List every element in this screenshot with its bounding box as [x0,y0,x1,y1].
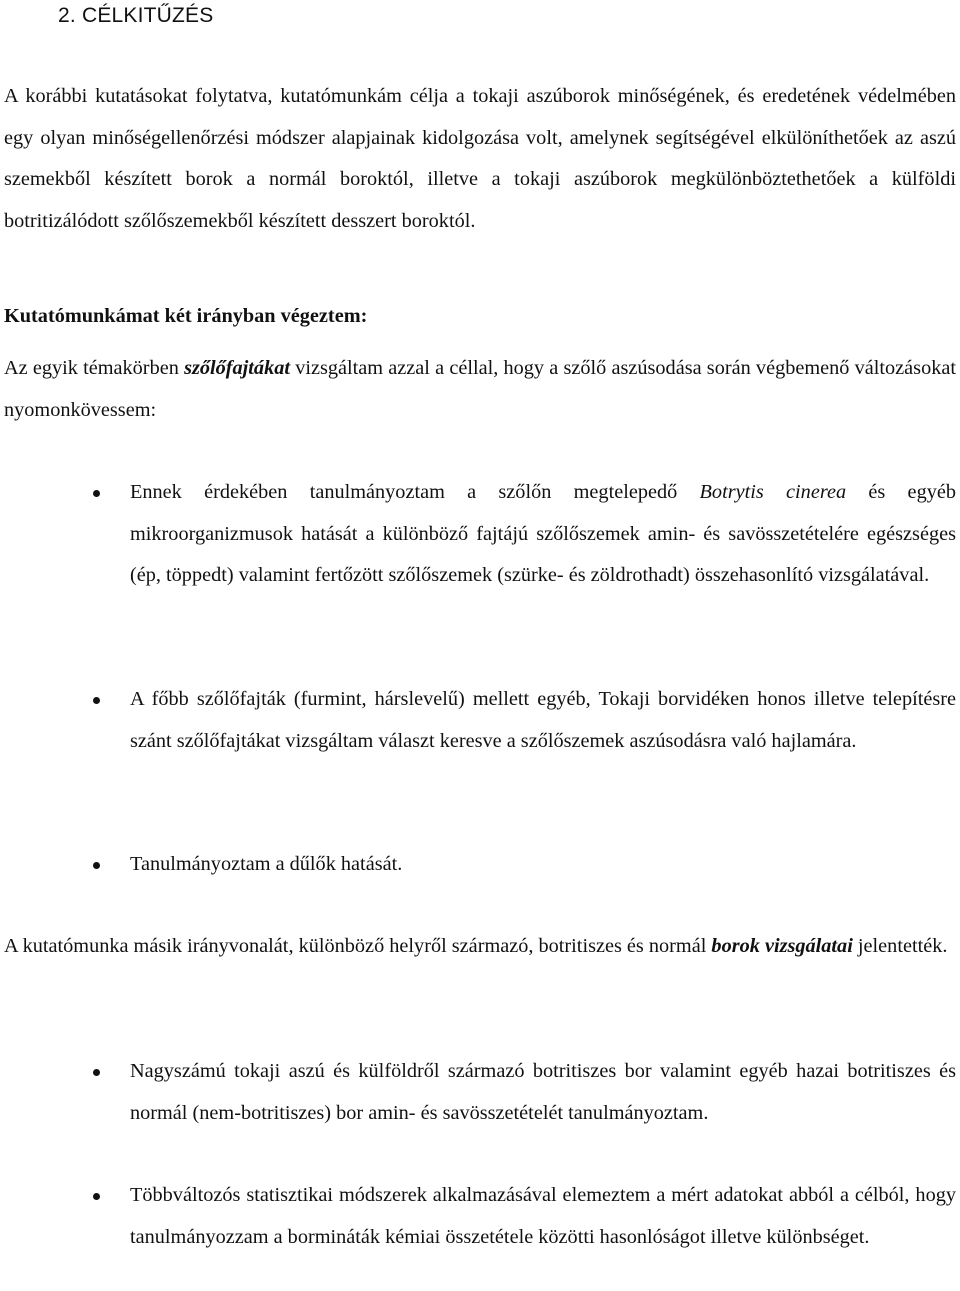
topic1-pre: Az egyik témakörben [4,357,185,379]
topic1-paragraph [4,348,956,431]
list-item-text: A főbb szőlőfajták (furmint, hárslevelű) mellett egyéb, Tokaji borvidéken honos illetve telepítésre szánt szőlőfajtákat vizsgáltam választ keresve a szőlőszemek aszúsodásra való hajlamára. [130,688,956,752]
topic1-emphasis: szőlőfajtákat [184,357,290,379]
topic2-paragraph [4,926,956,968]
intro-paragraph: A korábbi kutatásokat folytatva, kutatómunkám célja a tokaji aszúborok minőségének, és eredetének védelmében egy olyan minőségellenőrzési módszer alapjainak kidolgozása volt, amelynek segítségével elkülöníthetőek az aszú szemekből készített borok a normál boroktól, illetve a tokaji aszúborok megkülönböztethetőek a külföldi botritizálódott szőlőszemekből készített desszert boroktól. [4,85,956,232]
research-heading: Kutatómunkámat két irányban végeztem: [4,305,368,327]
bullet-icon [93,862,100,869]
list-item-text: Tanulmányoztam a dűlők hatását. [130,853,403,875]
section-heading: 2. CÉLKITŰZÉS [58,4,214,27]
list-item-text: Többváltozós statisztikai módszerek alkalmazásával elemeztem a mért adatokat abból a célból, hogy tanulmányozzam a bormináták kémiai összetétele közötti hasonlóságot illetve különbséget. [130,1184,956,1248]
bullet-icon [93,490,100,497]
list-item-text [130,472,956,597]
topic2-emphasis: borok vizsgálatai [711,935,853,957]
list-item-text: Nagyszámú tokaji aszú és külföldről származó botritiszes bor valamint egyéb hazai botritiszes és normál (nem-botritiszes) bor amin- és savösszetételét tanulmányoztam. [130,1060,956,1124]
topic1-post: vizsgáltam azzal a céllal, hogy a szőlő aszúsodása során végbemenő változásokat nyomonkövessem: [4,357,956,421]
bullet-icon [93,697,100,704]
bullet-icon [93,1069,100,1076]
topic2-post: jelentették. [852,935,948,957]
bullet-icon [93,1193,100,1200]
bullet1-emphasis: Botrytis cinerea [699,481,847,503]
topic2-pre: A kutatómunka másik irányvonalát, különböző helyről származó, botritiszes és normál [4,935,712,957]
bullet1-pre: Ennek érdekében tanulmányoztam a szőlőn megtelepedő [130,481,700,503]
bullet1-post: és egyéb mikroorganizmusok hatását a különböző fajtájú szőlőszemek amin- és savösszetételére egészséges (ép, töppedt) valamint fertőzött szőlőszemek (szürke- és zöldrothadt) összehasonlító vizsgálatával. [130,481,956,586]
